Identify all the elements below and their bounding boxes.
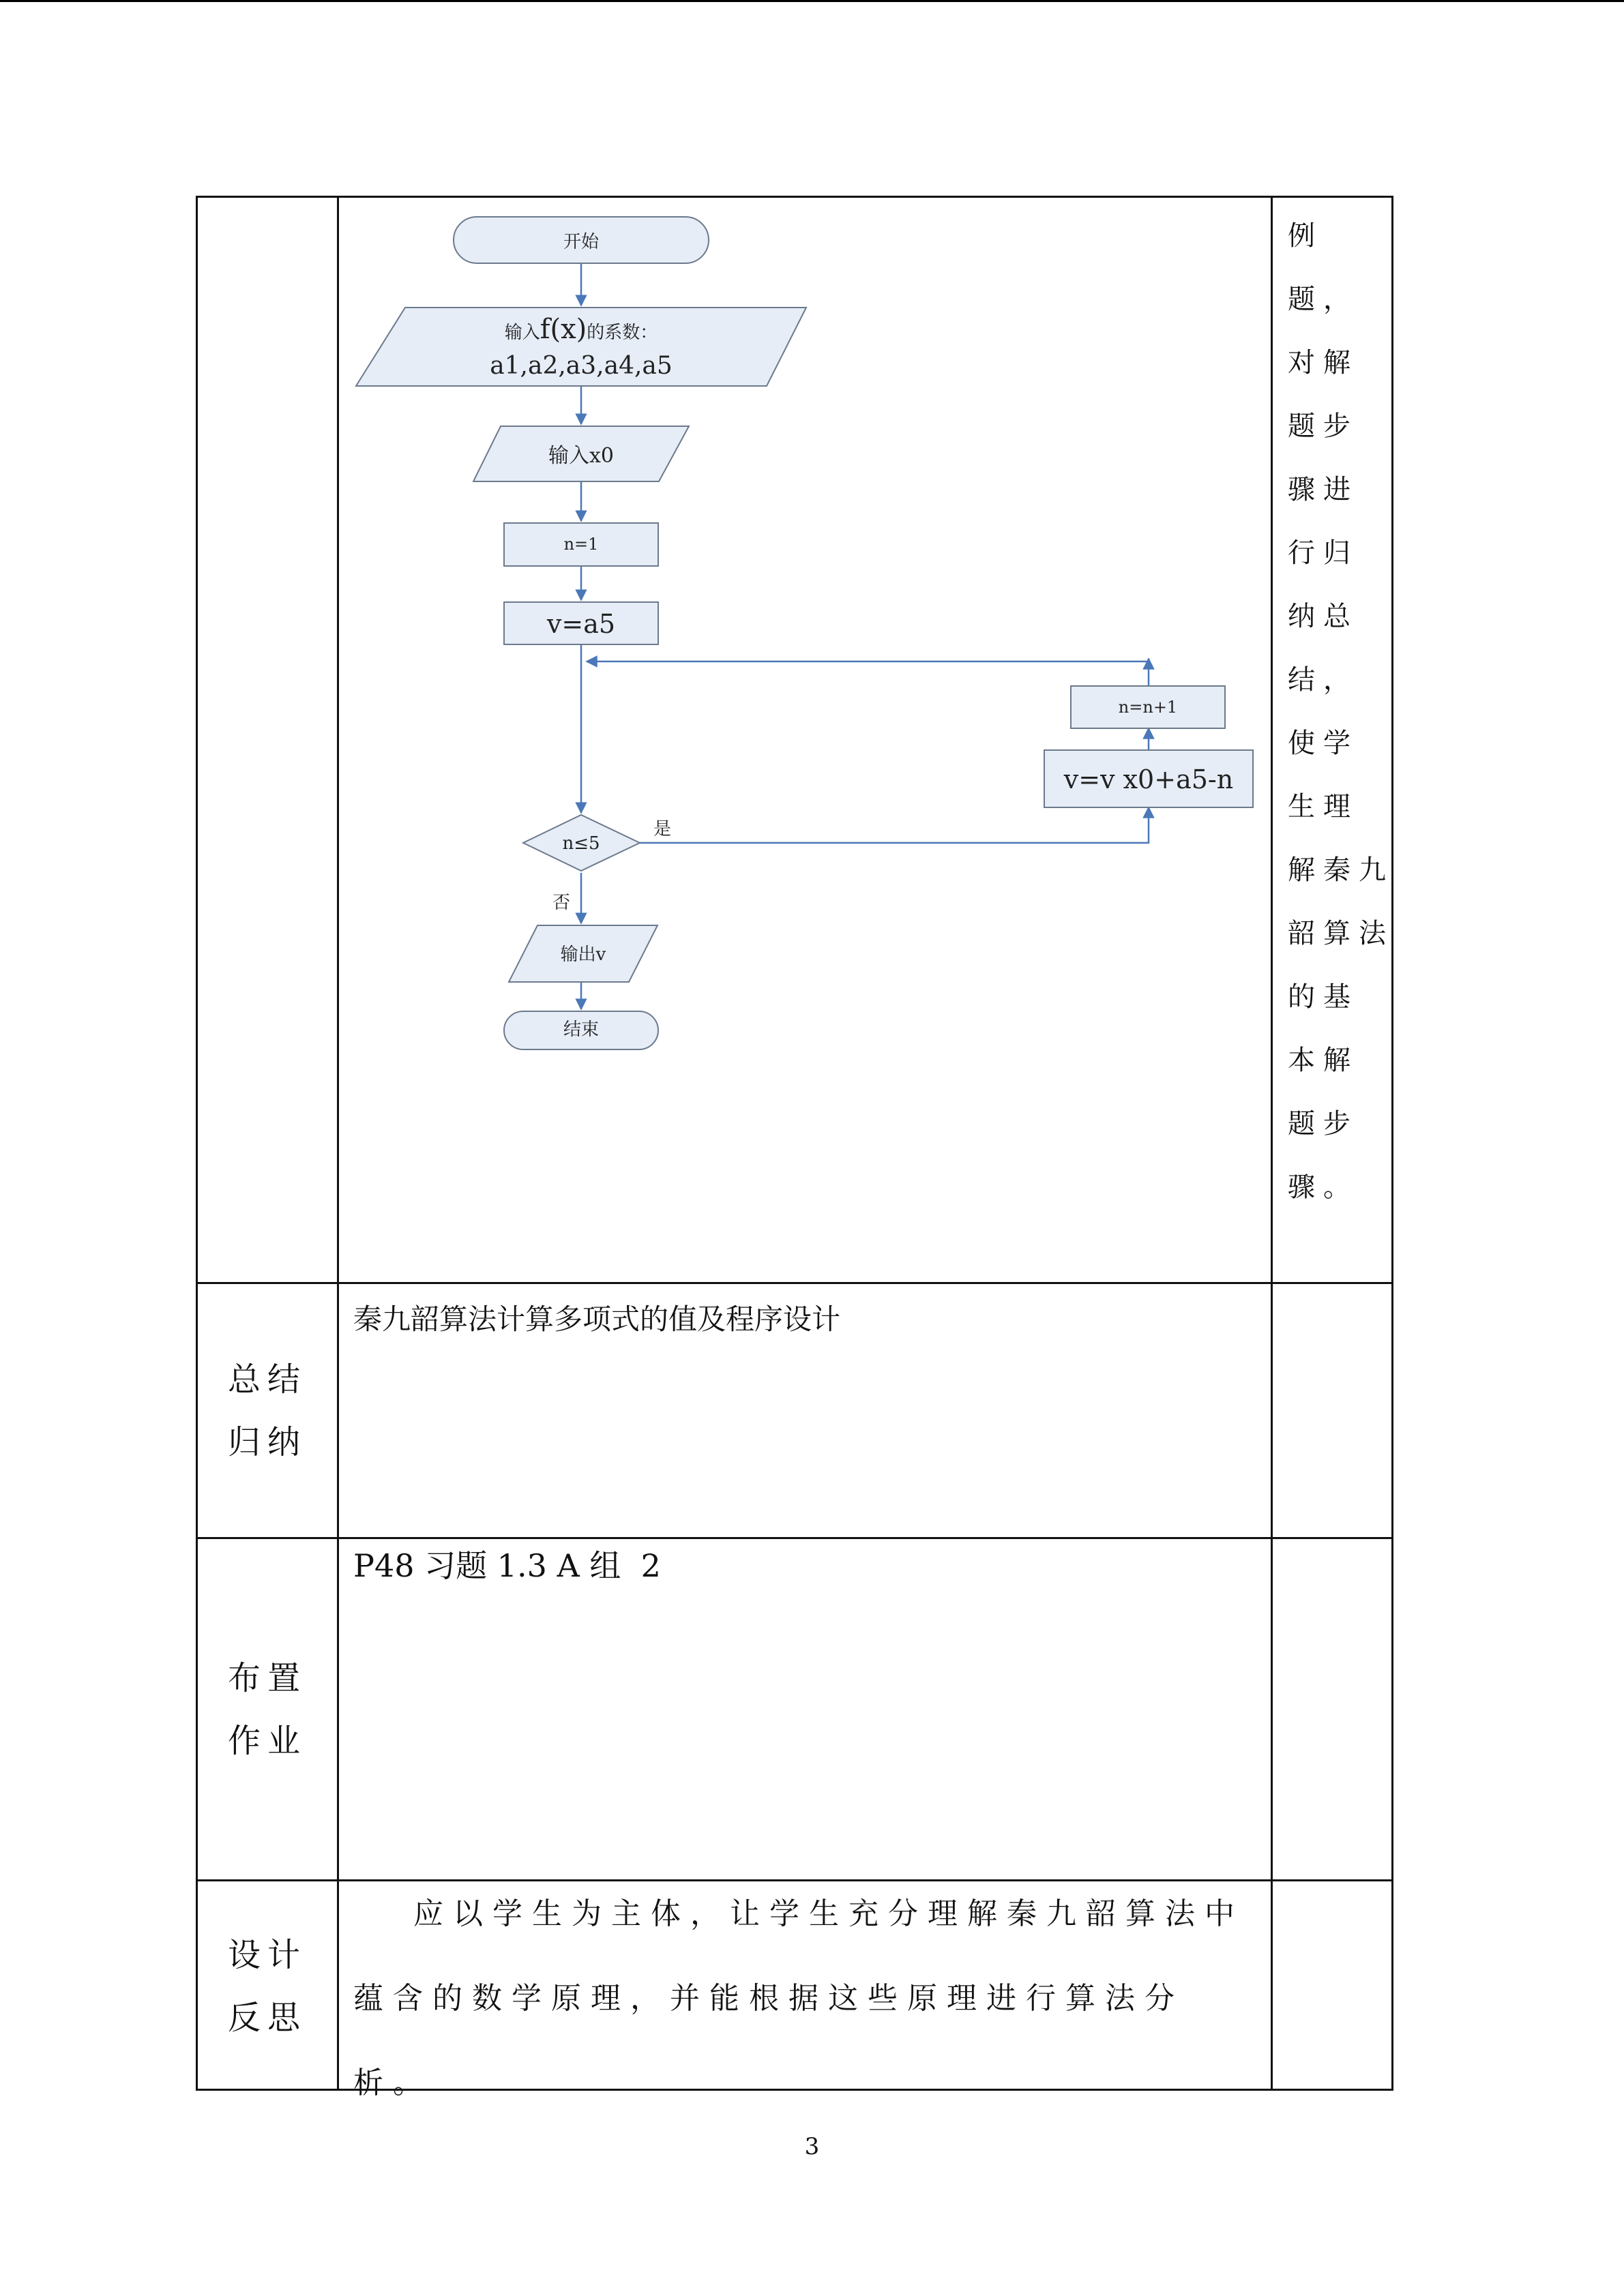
side-note-line: 题步 — [1288, 1108, 1359, 1139]
input-coeff-vars: a1,a2,a3,a4,a5 — [490, 352, 673, 380]
row-label-summary — [198, 1284, 337, 1537]
output-text: 输出v — [560, 944, 606, 965]
row-label-line: 设计 — [227, 1935, 307, 1974]
side-note-line: 题步 — [1288, 411, 1359, 442]
row-label-line: 布置 — [227, 1658, 307, 1697]
no-label: 否 — [552, 893, 571, 913]
side-note-line: 使学 — [1288, 728, 1359, 759]
side-note-line: 解秦九 — [1288, 854, 1394, 886]
input-coeff-text: 输入f(x)的系数： — [504, 314, 658, 345]
condition-text: n≤5 — [562, 833, 600, 854]
side-note-line: 的基 — [1288, 981, 1359, 1013]
yes-label: 是 — [653, 819, 672, 839]
row-label-reflection — [198, 1881, 337, 2091]
increment-text: n=n+1 — [1118, 698, 1178, 717]
row-label-homework — [198, 1539, 337, 1879]
side-note-line: 韶算法 — [1288, 918, 1394, 949]
start-text: 开始 — [563, 232, 600, 252]
side-note-line: 本解 — [1288, 1045, 1359, 1076]
init-n-text: n=1 — [563, 535, 599, 554]
row-content-homework: P48 习题 1.3 A 组 2 — [353, 1547, 661, 1584]
init-v-text: v=a5 — [546, 609, 616, 639]
row-label-line: 反思 — [227, 1998, 307, 2037]
row-content-summary: 秦九韶算法计算多项式的值及程序设计 — [353, 1302, 841, 1336]
side-note-line: 骤。 — [1288, 1172, 1359, 1203]
side-note-line: 行归 — [1288, 537, 1359, 569]
side-note-line: 纳总 — [1288, 601, 1359, 632]
side-note-line: 骤进 — [1288, 474, 1359, 505]
row-label-line: 归纳 — [227, 1422, 307, 1461]
side-note-line: 例 — [1288, 220, 1323, 252]
row-label-line: 作业 — [227, 1721, 307, 1760]
side-note — [1288, 205, 1394, 1219]
page-number: 3 — [804, 2133, 820, 2160]
side-note-line: 题， — [1288, 284, 1359, 315]
side-note-line: 结， — [1288, 664, 1359, 696]
side-note-line: 生理 — [1288, 791, 1359, 822]
update-v-text: v=v x0+a5-n — [1063, 764, 1234, 794]
input-x0-text: 输入x0 — [548, 444, 615, 468]
row-content-reflection: 应以学生为主体，让学生充分理解秦九韶算法中蕴含的数学原理，并能根据这些原理进行算法分析。 — [353, 1896, 1244, 2100]
end-text: 结束 — [563, 1019, 600, 1040]
side-note-line: 对解 — [1288, 347, 1359, 378]
row-label-line: 总结 — [227, 1360, 307, 1399]
